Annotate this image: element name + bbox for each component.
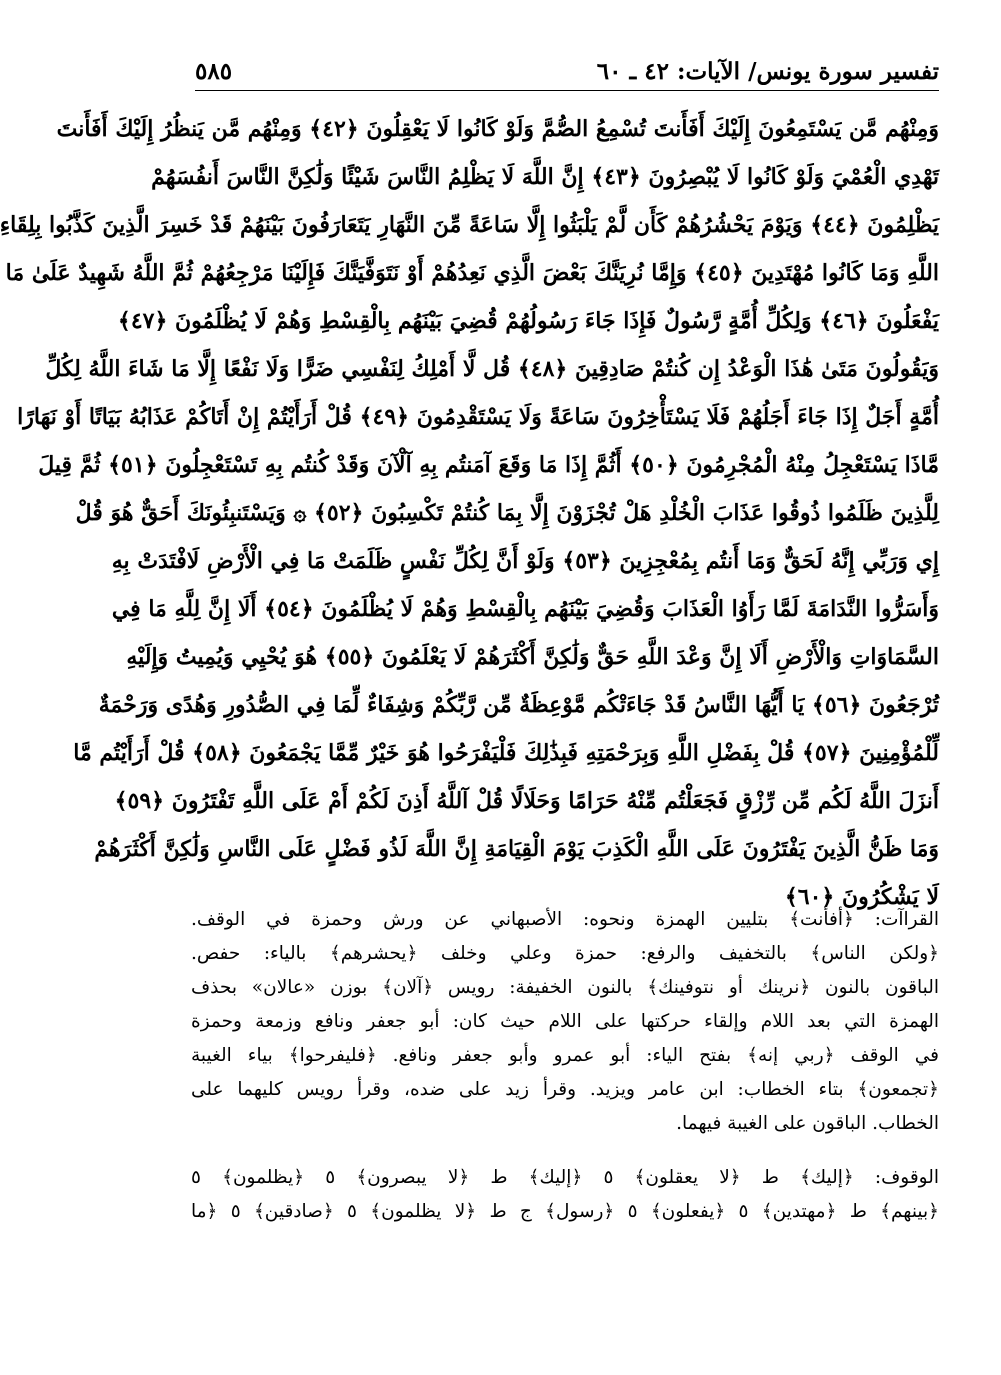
quran-line: يَفْعَلُونَ ﴿٤٦﴾ وَلِكُلِّ أُمَّةٍ رَّسُولٌ فَإِذَا جَاءَ رَسُولُهُمْ قُضِيَ بَيْنَهُم بِالْقِسْطِ وَهُمْ لَا يُظْلَمُونَ ﴿٤٧﴾	[117, 308, 939, 334]
quran-line: وَأَسَرُّوا النَّدَامَةَ لَمَّا رَأَوُا الْعَذَابَ وَقُضِيَ بَيْنَهُم بِالْقِسْطِ وَهُمْ لَا يُظْلَمُونَ ﴿٥٤﴾ أَلَا إِنَّ لِلَّهِ مَا فِي	[111, 596, 939, 622]
quran-line: لِلَّذِينَ ظَلَمُوا ذُوقُوا عَذَابَ الْخُلْدِ هَلْ تُجْزَوْنَ إِلَّا بِمَا كُنتُمْ تَكْسِبُونَ ﴿٥٢﴾ ۞ وَيَسْتَنبِئُونَكَ أَحَقٌّ هُوَ قُلْ	[75, 500, 939, 526]
quran-line: وَيَقُولُونَ مَتَىٰ هَٰذَا الْوَعْدُ إِن كُنتُمْ صَادِقِينَ ﴿٤٨﴾ قُل لَّا أَمْلِكُ لِنَفْسِي ضَرًّا وَلَا نَفْعًا إِلَّا مَا شَاءَ اللَّهُ لِكُلِّ	[45, 356, 939, 382]
commentary-block	[191, 903, 939, 1229]
qiraat-line: ﴿تجمعون﴾ بتاء الخطاب: ابن عامر ويزيد. وقرأ زيد على ضده، وقرأ رويس كليهما على	[191, 1079, 939, 1100]
quran-text-block	[0, 105, 939, 921]
quran-line: مَّاذَا يَسْتَعْجِلُ مِنْهُ الْمُجْرِمُونَ ﴿٥٠﴾ أَثُمَّ إِذَا مَا وَقَعَ آمَنتُم بِهِ آلْآنَ وَقَدْ كُنتُم بِهِ تَسْتَعْجِلُونَ ﴿٥١﴾ ثُمَّ قِيلَ	[38, 452, 939, 478]
qiraat-line: القراآت: ﴿أفأنت﴾ بتليين الهمزة ونحوه: الأصبهاني عن ورش وحمزة في الوقف.	[191, 909, 939, 930]
qiraat-line: ﴿ولكن الناس﴾ بالتخفيف والرفع: حمزة وعلي وخلف ﴿يحشرهم﴾ بالياء: حفص.	[191, 943, 939, 964]
page-header	[195, 56, 939, 91]
page-number: ٥٨٥	[195, 58, 233, 85]
quran-line: أُمَّةٍ أَجَلٌ إِذَا جَاءَ أَجَلُهُمْ فَلَا يَسْتَأْخِرُونَ سَاعَةً وَلَا يَسْتَقْدِمُونَ ﴿٤٩﴾ قُلْ أَرَأَيْتُمْ إِنْ أَتَاكُمْ عَذَابُهُ بَيَاتًا أَوْ نَهَارًا	[17, 404, 939, 430]
quran-line: وَمَا ظَنُّ الَّذِينَ يَفْتَرُونَ عَلَى اللَّهِ الْكَذِبَ يَوْمَ الْقِيَامَةِ إِنَّ اللَّهَ لَذُو فَضْلٍ عَلَى النَّاسِ وَلَٰكِنَّ أَكْثَرَهُمْ	[94, 836, 939, 862]
page-title: تفسير سورة يونس/ الآيات: ٤٢ ـ ٦٠	[596, 58, 939, 85]
quran-line: اللَّهِ وَمَا كَانُوا مُهْتَدِينَ ﴿٤٥﴾ وَإِمَّا نُرِيَنَّكَ بَعْضَ الَّذِي نَعِدُهُمْ أَوْ نَتَوَفَّيَنَّكَ فَإِلَيْنَا مَرْجِعُهُمْ ثُمَّ اللَّهُ شَهِيدٌ عَلَىٰ مَا	[5, 260, 939, 286]
qiraat-line: الهمزة التي بعد اللام وإلقاء حركتها على اللام حيث كان: أبو جعفر ونافع وزمعة وحمزة	[191, 1011, 939, 1032]
quran-line: السَّمَاوَاتِ وَالْأَرْضِ أَلَا إِنَّ وَعْدَ اللَّهِ حَقٌّ وَلَٰكِنَّ أَكْثَرَهُمْ لَا يَعْلَمُونَ ﴿٥٥﴾ هُوَ يُحْيِي وَيُمِيتُ وَإِلَيْهِ	[126, 644, 939, 670]
quran-line: تَهْدِي الْعُمْيَ وَلَوْ كَانُوا لَا يُبْصِرُونَ ﴿٤٣﴾ إِنَّ اللَّهَ لَا يَظْلِمُ النَّاسَ شَيْئًا وَلَٰكِنَّ النَّاسَ أَنفُسَهُمْ	[151, 164, 939, 190]
quran-line: يَظْلِمُونَ ﴿٤٤﴾ وَيَوْمَ يَحْشُرُهُمْ كَأَن لَّمْ يَلْبَثُوا إِلَّا سَاعَةً مِّنَ النَّهَارِ يَتَعَارَفُونَ بَيْنَهُمْ قَدْ خَسِرَ الَّذِينَ كَذَّبُوا بِلِقَاءِ	[0, 212, 939, 238]
quran-line: وَمِنْهُم مَّن يَسْتَمِعُونَ إِلَيْكَ أَفَأَنتَ تُسْمِعُ الصُّمَّ وَلَوْ كَانُوا لَا يَعْقِلُونَ ﴿٤٢﴾ وَمِنْهُم مَّن يَنظُرُ إِلَيْكَ أَفَأَنتَ	[56, 116, 939, 142]
qiraat-section	[191, 903, 939, 1141]
quran-line: تُرْجَعُونَ ﴿٥٦﴾ يَا أَيُّهَا النَّاسُ قَدْ جَاءَتْكُم مَّوْعِظَةٌ مِّن رَّبِّكُمْ وَشِفَاءٌ لِّمَا فِي الصُّدُورِ وَهُدًى وَرَحْمَةٌ	[98, 692, 939, 718]
wuquf-section	[191, 1161, 939, 1229]
qiraat-line: في الوقف ﴿ربي إنه﴾ بفتح الياء: أبو عمرو وأبو جعفر ونافع. ﴿فليفرحوا﴾ بياء الغيبة	[191, 1045, 939, 1066]
quran-line: إِي وَرَبِّي إِنَّهُ لَحَقٌّ وَمَا أَنتُم بِمُعْجِزِينَ ﴿٥٣﴾ وَلَوْ أَنَّ لِكُلِّ نَفْسٍ ظَلَمَتْ مَا فِي الْأَرْضِ لَافْتَدَتْ بِهِ	[111, 548, 939, 574]
wuquf-line: ﴿بينهم﴾ ط ﴿مهتدين﴾ ٥ ﴿يفعلون﴾ ٥ ﴿رسول﴾ ج ط ﴿لا يظلمون﴾ ٥ ﴿صادقين﴾ ٥ ﴿ما	[191, 1201, 939, 1222]
qiraat-line: الباقون بالنون ﴿نرينك أو نتوفينك﴾ بالنون الخفيفة: رويس ﴿آلان﴾ بوزن «عالان» بحذف	[191, 977, 939, 998]
wuquf-line: الوقوف: ﴿إليك﴾ ط ﴿لا يعقلون﴾ ٥ ﴿إليك﴾ ط ﴿لا يبصرون﴾ ٥ ﴿يظلمون﴾ ٥	[191, 1167, 940, 1188]
quran-line: لِّلْمُؤْمِنِينَ ﴿٥٧﴾ قُلْ بِفَضْلِ اللَّهِ وَبِرَحْمَتِهِ فَبِذَٰلِكَ فَلْيَفْرَحُوا هُوَ خَيْرٌ مِّمَّا يَجْمَعُونَ ﴿٥٨﴾ قُلْ أَرَأَيْتُم مَّا	[73, 740, 939, 766]
quran-line: لَا يَشْكُرُونَ ﴿٦٠﴾	[784, 884, 939, 910]
quran-line: أَنزَلَ اللَّهُ لَكُم مِّن رِّزْقٍ فَجَعَلْتُم مِّنْهُ حَرَامًا وَحَلَالًا قُلْ آللَّهُ أَذِنَ لَكُمْ أَمْ عَلَى اللَّهِ تَفْتَرُونَ ﴿٥٩﴾	[114, 788, 939, 814]
qiraat-line: الخطاب. الباقون على الغيبة فيهما.	[676, 1113, 939, 1134]
